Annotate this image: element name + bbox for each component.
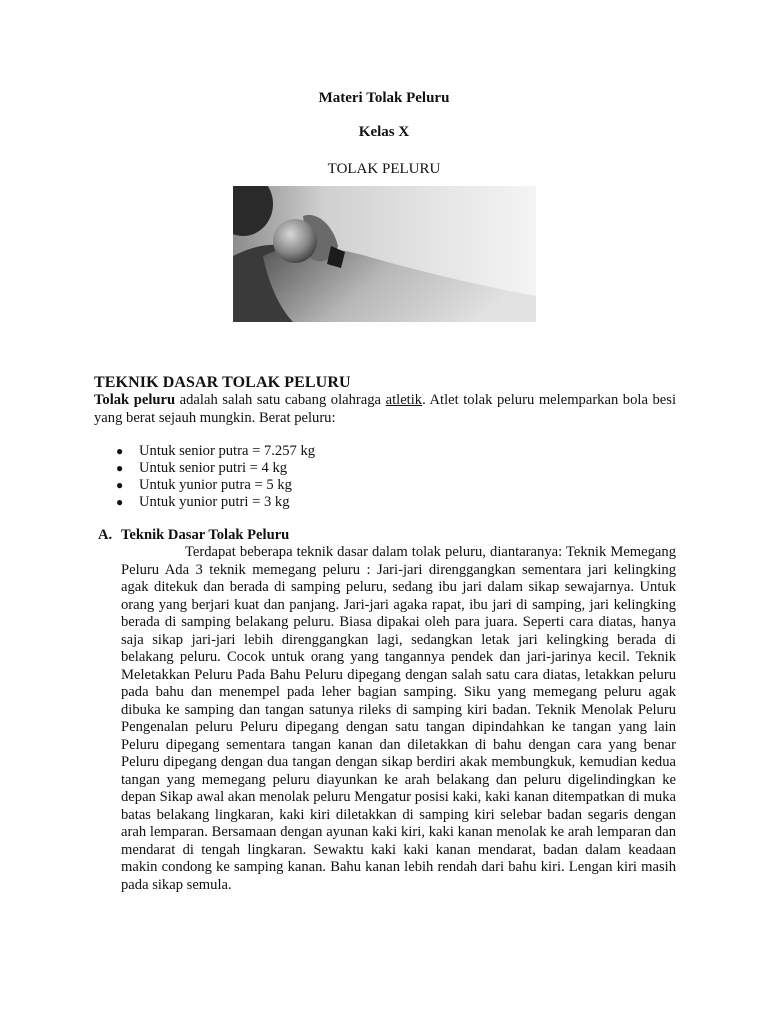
intro-paragraph (94, 392, 676, 427)
intro-term: Tolak peluru (94, 392, 176, 408)
intro-text-before-link: adalah salah satu cabang olahraga (175, 392, 386, 408)
bullet-icon: ● (116, 444, 124, 458)
list-item (110, 460, 510, 477)
bullet-icon: ● (116, 478, 124, 492)
intro-text-after-link: . Atlet tolak peluru melemparkan bola besi yang berat sejauh mungkin. Berat peluru: (94, 392, 677, 426)
class-label: Kelas X (358, 124, 410, 140)
subsection-title: Teknik Dasar Tolak Peluru (121, 527, 290, 543)
list-item-text: Untuk senior putri = 4 kg (139, 460, 288, 476)
list-item (110, 494, 510, 511)
subsection-heading (98, 527, 289, 544)
subsection-letter: A. (98, 527, 113, 543)
shot-put-athlete-photo (233, 186, 536, 322)
document-title: Materi Tolak Peluru (318, 90, 450, 106)
list-item-text: Untuk senior putra = 7.257 kg (139, 443, 316, 459)
list-item-text: Untuk yunior putri = 3 kg (139, 494, 290, 510)
subsection-body: Terdapat beberapa teknik dasar dalam tolak peluru, diantaranya: Teknik Memegang Peluru Ada 3 teknik memegang peluru : Jari-jari direnggangkan sementara jari kelingking agak ditekuk dan berada di samping peluru, sedang ibu jari dalam sikap sewajarnya. Untuk orang yang berjari kuat dan panjang. Jari-jari agaka rapat, ibu jari di samping, jari kelingking berada di samping belakang peluru. Biasa dipakai oleh para juara. Seperti cara diatas, hanya saja sikap jari-jari lebih direnggangkan lagi, sedangkan letak jari kelingking berada di belakang peluru. Cocok untuk orang yang tangannya pendek dan jari-jarinya kecil. Teknik Meletakkan Peluru Pada Bahu Peluru dipegang dengan salah satu cara diatas, letakkan peluru pada bahu dan menempel pada leher bagian samping. Siku yang memegang peluru agak dibuka ke samping dan tangan satunya rileks di samping kiri badan. Teknik Menolak Peluru Pengenalan peluru Peluru dipegang dengan satu tangan dipindahkan ke tangan yang lain Peluru dipegang sementara tangan kanan dan diletakkan di bahu dengan cara yang benar Peluru dipegang dengan dua tangan dengan sikap berdiri akak membungkuk, kemudian kedua tangan yang memegang peluru diayunkan ke arah belakang dan peluru digelindingkan ke depan Sikap awal akan menolak peluru Mengatur posisi kaki, kaki kanan ditempatkan di muka batas belakang lingkaran, kaki kiri diletakkan di samping kiri selebar badan segaris dengan arah lemparan. Bersamaan dengan ayunan kaki kiri, kaki kanan menolak ke arah lemparan dan mendarat di tengah lingkaran. Sewaktu kaki kaki kanan mendarat, badan dalam keadaan makin condong ke samping kanan. Bahu kanan lebih rendah dari bahu kiri. Lengan kiri masih pada sikap semula. (121, 544, 676, 893)
document-subtitle: TOLAK PELURU (327, 161, 441, 177)
list-item (110, 443, 510, 460)
list-item (110, 477, 510, 494)
atletik-link[interactable]: atletik (385, 392, 423, 408)
weight-list (110, 443, 510, 511)
list-item-text: Untuk yunior putra = 5 kg (139, 477, 292, 493)
bullet-icon: ● (116, 461, 124, 475)
bullet-icon: ● (116, 495, 124, 509)
section-heading: TEKNIK DASAR TOLAK PELURU (94, 374, 351, 391)
